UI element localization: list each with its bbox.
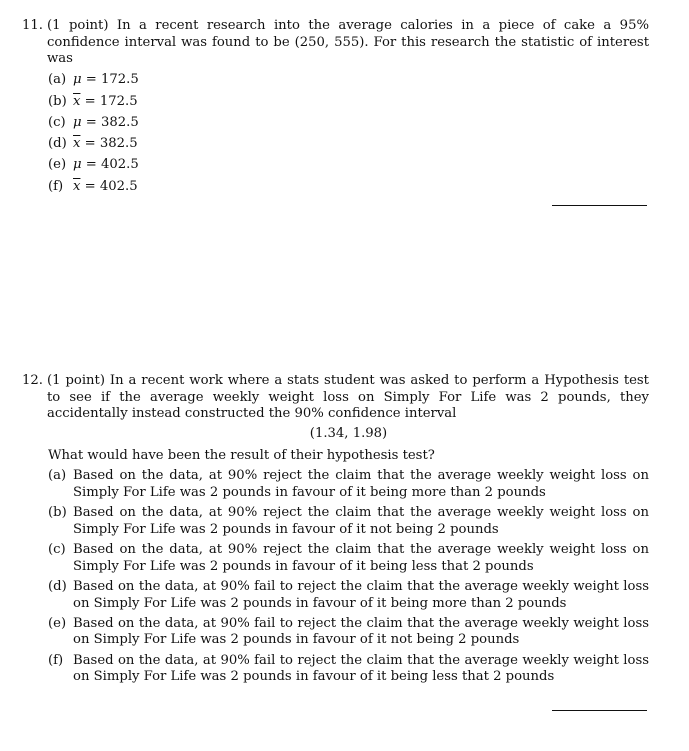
option-c[interactable]: (c) μ = 382.5 xyxy=(48,114,139,130)
question-text: (1 point) In a recent work where a stats student was asked to perform a Hypothesis test to see if the average weekly weight loss on Simply For Life was 2 pounds, they accidentally instead constructed the 90% confidence interval xyxy=(47,373,649,421)
option-b[interactable]: (b) Based on the data, at 90% reject the claim that the average weekly weight loss on Simply For Life was 2 pounds in favour of it not being 2 pounds xyxy=(48,505,649,537)
option-c[interactable]: (c) Based on the data, at 90% reject the claim that the average weekly weight loss on Simply For Life was 2 pounds in favour of it being less that 2 pounds xyxy=(48,542,649,574)
confidence-interval: (1.34, 1.98) xyxy=(309,425,388,441)
option-a[interactable]: (a) Based on the data, at 90% reject the claim that the average weekly weight loss on Simply For Life was 2 pounds in favour of it being more than 2 pounds xyxy=(48,468,649,500)
option-e[interactable]: (e) μ = 402.5 xyxy=(48,157,139,173)
answer-line-12[interactable] xyxy=(552,710,647,711)
option-a[interactable]: (a) μ = 172.5 xyxy=(48,72,139,88)
option-b[interactable]: (b) $\overline{x} = 172.5$ xyxy=(48,93,138,109)
question-text: (1 point) In a recent research into the average calories in a piece of cake a 95% confidence interval was found to be (250, 555). For this research the statistic of interest was xyxy=(47,18,649,66)
options-list xyxy=(48,72,649,195)
option-e[interactable]: (e) Based on the data, at 90% fail to reject the claim that the average weekly weight loss on Simply For Life was 2 pounds in favour of it not being 2 pounds xyxy=(48,615,649,648)
options-list xyxy=(48,468,649,685)
question-11 xyxy=(22,18,649,195)
option-d[interactable]: (d) Based on the data, at 90% fail to reject the claim that the average weekly weight loss on Simply For Life was 2 pounds in favour of it being more than 2 pounds xyxy=(48,579,649,611)
question-number: 12. xyxy=(22,373,43,388)
option-d[interactable]: (d) $\overline{x} = 382.5$ xyxy=(48,136,138,152)
answer-line-11[interactable] xyxy=(552,205,647,206)
question-number: 11. xyxy=(22,18,43,33)
option-f[interactable]: (f) $\overline{x} = 402.5$ xyxy=(48,178,138,194)
follow-up-question: What would have been the result of their hypothesis test? xyxy=(48,448,435,463)
option-f[interactable]: (f) Based on the data, at 90% fail to reject the claim that the average weekly weight loss on Simply For Life was 2 pounds in favour of it being less that 2 pounds xyxy=(48,652,649,685)
question-12 xyxy=(22,373,649,686)
